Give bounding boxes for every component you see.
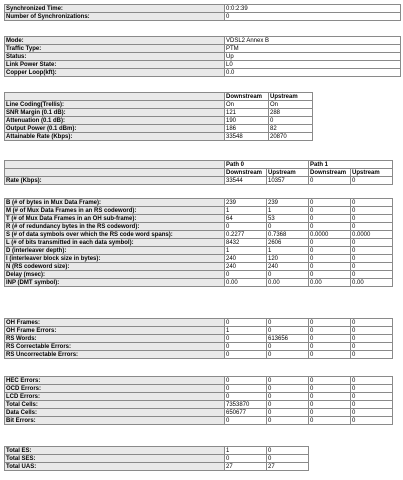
table-row [5,207,393,215]
oh-value: 0 [225,343,267,351]
oh-value: 0 [309,343,351,351]
error-value: 0 [309,393,351,401]
value-downstream: 121 [225,109,269,117]
row-label: Link Power State: [5,61,225,69]
row-label: Copper Loop(kft): [5,69,225,77]
param-value: 1 [267,247,309,255]
oh-value: 0 [351,319,393,327]
header-blank [5,161,225,169]
value-upstream: 0 [269,117,313,125]
param-value: 0.0000 [309,231,351,239]
table-row [5,61,401,69]
header-upstream: Upstream [269,93,313,101]
table-row [5,247,393,255]
row-label: Attenuation (0.1 dB): [5,117,225,125]
oh-value: 613656 [267,335,309,343]
row-label: Attainable Rate (Kbps): [5,133,225,141]
param-value: 0 [309,199,351,207]
value-upstream: 20870 [269,133,313,141]
oh-value: 0 [351,327,393,335]
error-value: 0 [351,417,393,425]
error-value: 0 [267,385,309,393]
oh-value: 0 [225,319,267,327]
total-value: 27 [267,463,309,471]
oh-value: 1 [225,327,267,335]
header-downstream: Downstream [225,93,269,101]
param-value: 53 [267,215,309,223]
param-value: 239 [267,199,309,207]
error-value: 0 [309,377,351,385]
param-value: 0 [225,223,267,231]
value-upstream: 288 [269,109,313,117]
row-value: VDSL2 Annex B [225,37,401,45]
row-label: RS Uncorrectable Errors: [5,351,225,359]
param-value: 0 [351,271,393,279]
param-value: 0 [351,223,393,231]
table-row [5,13,401,21]
table-row [5,45,401,53]
error-value: 0 [309,409,351,417]
header-path-1: Path 1 [309,161,393,169]
param-value: 0 [309,255,351,263]
row-label: LCD Errors: [5,393,225,401]
table-row [5,169,393,177]
row-label: M (# of Mux Data Frames in an RS codeword): [5,207,225,215]
row-label: SNR Margin (0.1 dB): [5,109,225,117]
error-value: 0 [267,401,309,409]
total-value: 0 [225,455,267,463]
param-value: 0.7368 [267,231,309,239]
oh-value: 0 [309,351,351,359]
error-value: 0 [267,417,309,425]
path-params-table [4,198,393,287]
total-value: 27 [225,463,267,471]
table-row [5,327,393,335]
rate-value: 10357 [267,177,309,185]
error-value: 0 [225,377,267,385]
header-blank [5,169,225,177]
table-row [5,177,393,185]
oh-value: 0 [267,343,309,351]
row-label: Number of Synchronizations: [5,13,225,21]
row-label: Rate (Kbps): [5,177,225,185]
oh-value: 0 [309,319,351,327]
oh-value: 0 [225,335,267,343]
error-value: 0 [225,385,267,393]
header-direction: Upstream [267,169,309,177]
param-value: 0.00 [351,279,393,287]
row-label: Line Coding(Trellis): [5,101,225,109]
rate-value: 33544 [225,177,267,185]
table-row [5,343,393,351]
row-label: I (interleaver block size in bytes): [5,255,225,263]
mode-table [4,36,401,77]
oh-value: 0 [267,319,309,327]
row-value: Up [225,53,401,61]
table-row [5,5,401,13]
table-row [5,117,313,125]
header-blank [5,93,225,101]
rate-value: 0 [309,177,351,185]
row-label: OCD Errors: [5,385,225,393]
param-value: 0 [351,207,393,215]
table-row [5,335,393,343]
header-path-0: Path 0 [225,161,309,169]
value-upstream: On [269,101,313,109]
table-row [5,199,393,207]
path-rate-table [4,160,393,185]
param-value: 120 [267,255,309,263]
row-label: T (# of Mux Data Frames in an OH sub-frame): [5,215,225,223]
table-row [5,133,313,141]
param-value: 0 [309,247,351,255]
error-value: 0 [267,377,309,385]
table-row [5,319,393,327]
row-label: Total SES: [5,455,225,463]
param-value: 0 [267,271,309,279]
value-downstream: 186 [225,125,269,133]
row-label: Status: [5,53,225,61]
param-value: 0.0000 [351,231,393,239]
error-value: 0 [351,409,393,417]
table-row [5,447,309,455]
param-value: 0.2277 [225,231,267,239]
errors-table [4,376,393,425]
row-label: N (RS codeword size): [5,263,225,271]
table-row [5,239,393,247]
value-downstream: 190 [225,117,269,125]
row-label: INP (DMT symbol): [5,279,225,287]
error-value: 0 [351,393,393,401]
row-label: Output Power (0.1 dBm): [5,125,225,133]
total-value: 0 [267,455,309,463]
row-label: RS Correctable Errors: [5,343,225,351]
param-value: 0.00 [309,279,351,287]
row-value: 0:0:2:39 [225,5,401,13]
param-value: 0 [267,223,309,231]
row-label: Total UAS: [5,463,225,471]
error-value: 0 [225,417,267,425]
error-value: 0 [309,401,351,409]
row-label: Data Cells: [5,409,225,417]
table-row [5,455,309,463]
table-row [5,385,393,393]
row-label: D (interleaver depth): [5,247,225,255]
row-label: Total Cells: [5,401,225,409]
oh-value: 0 [351,335,393,343]
param-value: 0 [309,207,351,215]
param-value: 1 [225,247,267,255]
total-value: 1 [225,447,267,455]
param-value: 0 [351,239,393,247]
header-direction: Downstream [309,169,351,177]
error-value: 0 [267,393,309,401]
row-label: B (# of bytes in Mux Data Frame): [5,199,225,207]
table-row [5,109,313,117]
param-value: 240 [267,263,309,271]
table-row [5,53,401,61]
row-label: R (# of redundancy bytes in the RS codeword): [5,223,225,231]
table-row [5,93,313,101]
table-row [5,279,393,287]
error-value: 0 [309,417,351,425]
row-value: PTM [225,45,401,53]
row-label: RS Words: [5,335,225,343]
sync-table [4,4,401,21]
param-value: 2606 [267,239,309,247]
param-value: 240 [225,263,267,271]
table-row [5,417,393,425]
row-value: 0.0 [225,69,401,77]
line-table [4,92,313,141]
oh-value: 0 [225,351,267,359]
param-value: 1 [267,207,309,215]
row-label: L (# of bits transmitted in each data symbol): [5,239,225,247]
header-direction: Upstream [351,169,393,177]
row-label: Mode: [5,37,225,45]
param-value: 240 [225,255,267,263]
row-label: Synchronized Time: [5,5,225,13]
error-value: 0 [351,377,393,385]
table-row [5,69,401,77]
totals-table [4,446,309,471]
row-value: 0 [225,13,401,21]
value-downstream: On [225,101,269,109]
table-row [5,255,393,263]
table-row [5,37,401,45]
row-label: OH Frames: [5,319,225,327]
table-row [5,401,393,409]
total-value: 0 [267,447,309,455]
param-value: 64 [225,215,267,223]
error-value: 0 [351,385,393,393]
oh-value: 0 [351,351,393,359]
param-value: 0 [351,247,393,255]
row-label: Delay (msec): [5,271,225,279]
param-value: 0 [225,271,267,279]
error-value: 0 [351,401,393,409]
param-value: 0 [309,223,351,231]
param-value: 0 [351,215,393,223]
error-value: 0 [309,385,351,393]
param-value: 0 [351,199,393,207]
row-label: HEC Errors: [5,377,225,385]
oh-value: 0 [267,327,309,335]
table-row [5,393,393,401]
param-value: 1 [225,207,267,215]
oh-table [4,318,393,359]
row-label: S (# of data symbols over which the RS code word spans): [5,231,225,239]
table-row [5,125,313,133]
param-value: 0 [351,255,393,263]
param-value: 0 [351,263,393,271]
table-row [5,223,393,231]
row-label: Bit Errors: [5,417,225,425]
error-value: 0 [225,393,267,401]
table-row [5,231,393,239]
table-row [5,409,393,417]
param-value: 0 [309,239,351,247]
table-row [5,263,393,271]
error-value: 650677 [225,409,267,417]
oh-value: 0 [351,343,393,351]
table-row [5,463,309,471]
param-value: 0 [309,263,351,271]
param-value: 0.00 [267,279,309,287]
row-label: Traffic Type: [5,45,225,53]
param-value: 239 [225,199,267,207]
table-row [5,101,313,109]
row-value: L0 [225,61,401,69]
param-value: 8432 [225,239,267,247]
param-value: 0 [309,215,351,223]
value-upstream: 82 [269,125,313,133]
param-value: 0 [309,271,351,279]
rate-value: 0 [351,177,393,185]
header-direction: Downstream [225,169,267,177]
oh-value: 0 [309,327,351,335]
error-value: 0 [267,409,309,417]
table-row [5,271,393,279]
oh-value: 0 [309,335,351,343]
table-row [5,377,393,385]
value-downstream: 33548 [225,133,269,141]
table-row [5,351,393,359]
param-value: 0.00 [225,279,267,287]
oh-value: 0 [267,351,309,359]
error-value: 7353870 [225,401,267,409]
row-label: OH Frame Errors: [5,327,225,335]
table-row [5,161,393,169]
row-label: Total ES: [5,447,225,455]
table-row [5,215,393,223]
